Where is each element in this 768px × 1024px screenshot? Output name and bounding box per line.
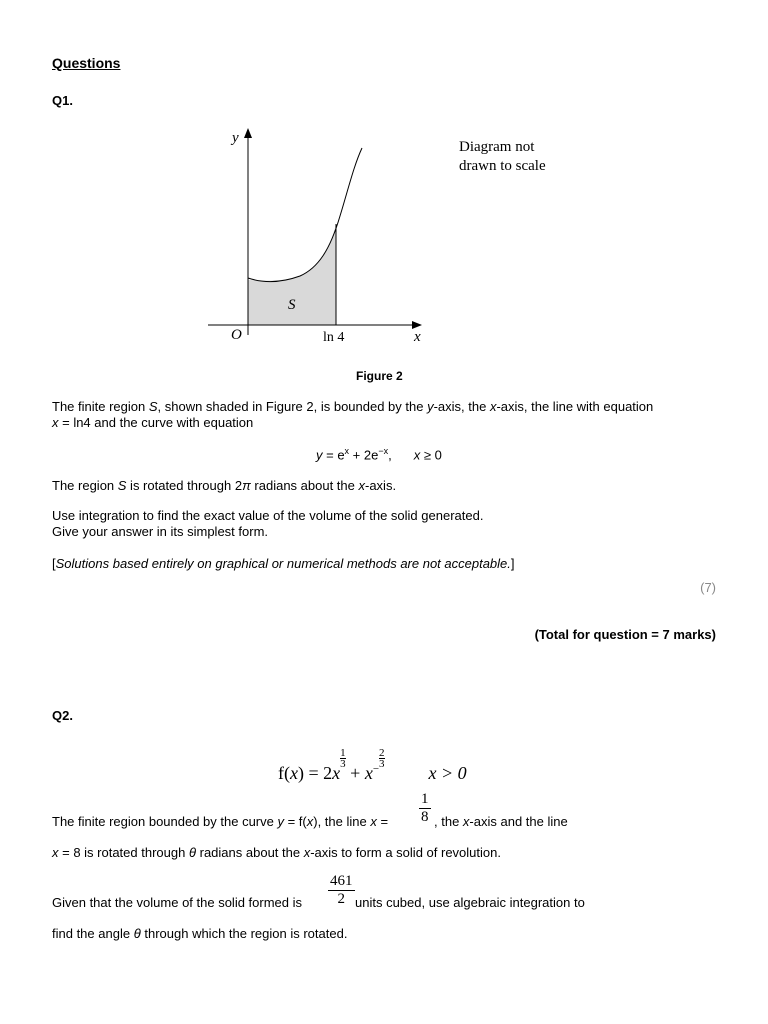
origin-label: O	[231, 327, 242, 343]
diagram-note-line1: Diagram not	[459, 139, 535, 155]
curve	[248, 148, 362, 282]
y-axis-arrow	[244, 128, 252, 138]
q1-note: [Solutions based entirely on graphical or numerical methods are not acceptable.]	[52, 556, 515, 571]
y-axis-label: y	[232, 130, 239, 146]
figure-caption: Figure 2	[356, 369, 403, 383]
q2-paragraph-2: x = 8 is rotated through θ radians about the x-axis to form a solid of revolution.	[52, 845, 501, 860]
q2-paragraph-1-end: , the x-axis and the line	[434, 814, 568, 829]
q1-equation: $y = e^x + 2e^{-x}$, x ≥ 0	[316, 446, 442, 463]
q1-paragraph-1: The finite region S, shown shaded in Figure 2, is bounded by the y-axis, the x-axis, the line with equation	[52, 399, 654, 414]
q2-label: Q2.	[52, 708, 73, 723]
q1-marks: (7)	[700, 580, 716, 595]
q2-paragraph-1: The finite region bounded by the curve y = f(x), the line x =	[52, 814, 389, 829]
tick-label-ln4: ln 4	[323, 330, 345, 345]
x-axis-arrow	[412, 321, 422, 329]
q1-paragraph-4: Give your answer in its simplest form.	[52, 524, 269, 539]
q2-paragraph-3-end: units cubed, use algebraic integration to	[355, 895, 585, 910]
q2-paragraph-4: find the angle θ through which the region is rotated.	[52, 926, 348, 941]
q1-paragraph-3: Use integration to find the exact value of the volume of the solid generated.	[52, 508, 484, 523]
region-label: S	[288, 297, 296, 313]
q2-paragraph-3: Given that the volume of the solid formed is	[52, 895, 303, 910]
q1-paragraph-2: The region S is rotated through 2π radians about the x-axis.	[52, 478, 397, 493]
diagram-note	[459, 138, 599, 176]
page-heading: Questions	[52, 55, 121, 71]
figure-2-diagram	[200, 120, 440, 350]
diagram-note-line2: drawn to scale	[459, 158, 546, 174]
q2-fraction-volume: $\frac{461}{2}$	[330, 873, 353, 907]
q1-label: Q1.	[52, 93, 73, 108]
q1-paragraph-1b: x = ln4 and the curve with equation	[52, 415, 254, 430]
q2-fraction-one-eighth: $\frac{1}{8}$	[421, 791, 429, 825]
x-axis-label: x	[414, 329, 421, 345]
q2-function: f(x) = 2x $\frac{1}{3}$ + x− $\frac{2}{3}$ x > 0	[278, 747, 467, 783]
q1-total-marks: (Total for question = 7 marks)	[534, 627, 716, 642]
